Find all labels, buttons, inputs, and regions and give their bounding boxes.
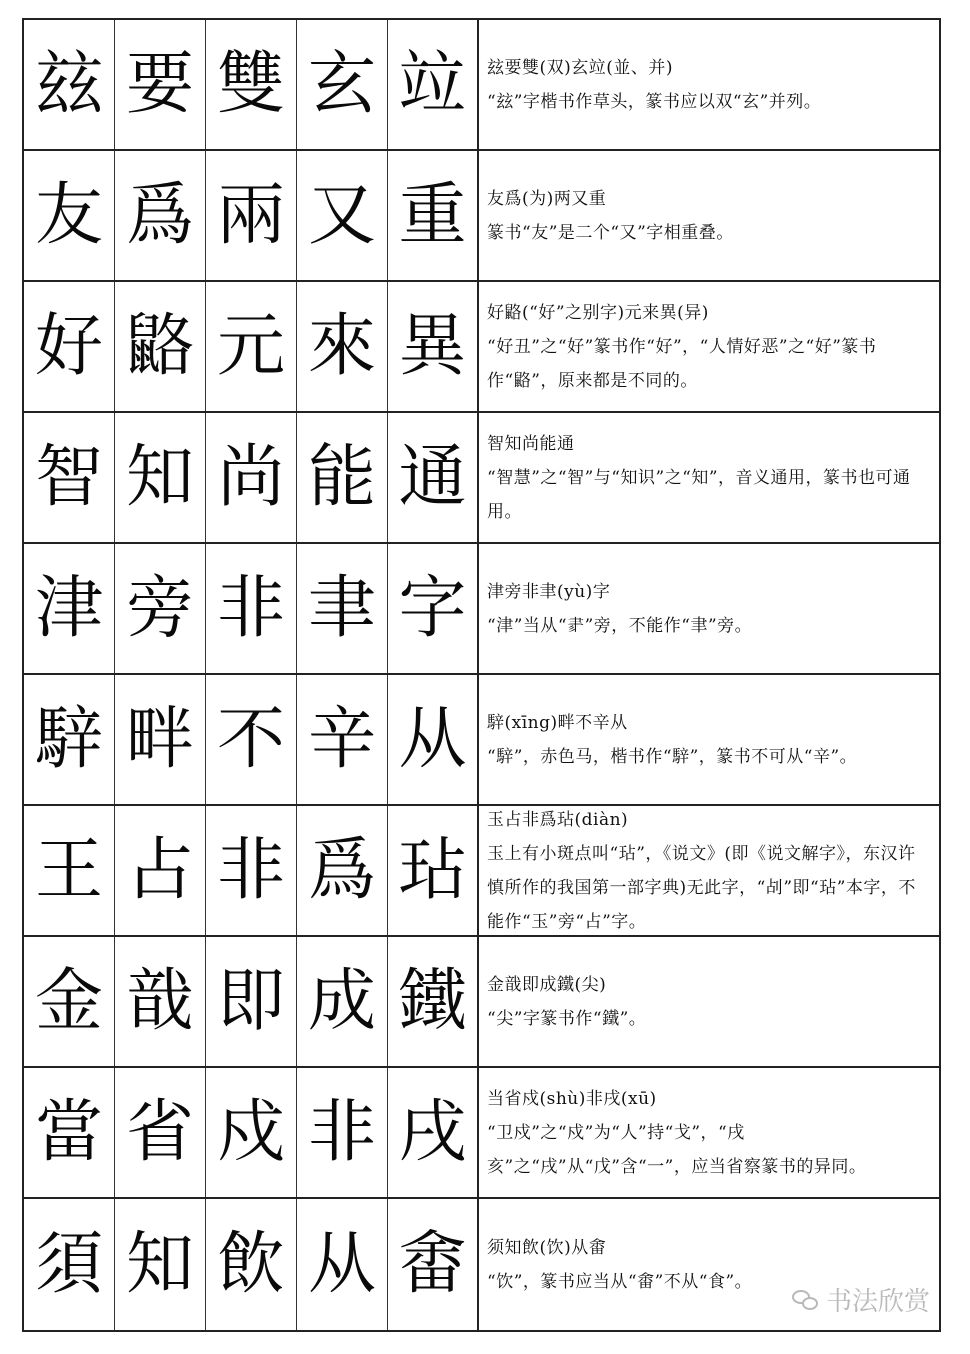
seal-glyph: 知 bbox=[115, 1199, 206, 1330]
row-title: 好䶅(“好”之别字)元来異(异) bbox=[487, 302, 709, 323]
seal-glyph: 玆 bbox=[24, 20, 115, 149]
row-explanation: “卫戍”之“戍”为“人”持“戈”，“戌亥”之“戌”从“戊”含“一”，应当省察篆书的异同。 bbox=[487, 1122, 867, 1177]
watermark-text: 书法欣赏 bbox=[825, 1287, 930, 1317]
seal-glyph: 通 bbox=[388, 413, 479, 542]
wechat-icon bbox=[792, 1288, 820, 1312]
watermark bbox=[788, 1279, 934, 1320]
row-note bbox=[479, 282, 939, 411]
seal-glyph: 占 bbox=[115, 806, 206, 935]
seal-glyph: 兩 bbox=[206, 151, 297, 280]
seal-glyph: 金 bbox=[24, 937, 115, 1066]
seal-glyph: 戠 bbox=[115, 937, 206, 1066]
table-row bbox=[24, 1068, 939, 1199]
seal-glyph: 好 bbox=[24, 282, 115, 411]
row-note bbox=[479, 937, 939, 1066]
table-row bbox=[24, 544, 939, 675]
seal-glyph: 當 bbox=[24, 1068, 115, 1197]
seal-glyph: 戍 bbox=[206, 1068, 297, 1197]
row-note bbox=[479, 413, 939, 542]
row-title: 金戠即成鐵(尖) bbox=[487, 974, 607, 995]
table-row bbox=[24, 413, 939, 544]
seal-glyph: 爲 bbox=[297, 806, 388, 935]
seal-glyph: 飲 bbox=[206, 1199, 297, 1330]
seal-glyph: 䶅 bbox=[115, 282, 206, 411]
seal-glyph: 雙 bbox=[206, 20, 297, 149]
row-title: 玉占非爲玷(diàn) bbox=[487, 809, 629, 830]
seal-glyph: 畬 bbox=[388, 1199, 479, 1330]
seal-glyph: 辛 bbox=[297, 675, 388, 804]
row-title: 友爲(为)两又重 bbox=[487, 188, 607, 209]
seal-glyph: 津 bbox=[24, 544, 115, 673]
seal-glyph: 从 bbox=[297, 1199, 388, 1330]
seal-glyph: 要 bbox=[115, 20, 206, 149]
row-note bbox=[479, 151, 939, 280]
seal-glyph: 不 bbox=[206, 675, 297, 804]
row-explanation: 玉上有小斑点叫“玷”，《说文》(即《说文解字》，东汉许慎所作的我国第一部字典)无此字，“㓠”即“玷”本字，不能作“玉”旁“占”字。 bbox=[487, 843, 916, 932]
row-explanation: “好丑”之“好”篆书作“好”，“人情好恶”之“好”篆书作“䶅”，原来都是不同的。 bbox=[487, 336, 877, 391]
seal-glyph: 非 bbox=[297, 1068, 388, 1197]
row-note bbox=[479, 20, 939, 149]
seal-script-table bbox=[22, 18, 941, 1332]
seal-glyph: 旁 bbox=[115, 544, 206, 673]
seal-glyph: 爲 bbox=[115, 151, 206, 280]
seal-glyph: 友 bbox=[24, 151, 115, 280]
row-note bbox=[479, 544, 939, 673]
row-explanation: “智慧”之“智”与“知识”之“知”，音义通用，篆书也可通用。 bbox=[487, 467, 911, 522]
seal-glyph: 須 bbox=[24, 1199, 115, 1330]
seal-glyph: 重 bbox=[388, 151, 479, 280]
seal-glyph: 非 bbox=[206, 544, 297, 673]
row-title: 当省戍(shù)非戌(xū) bbox=[487, 1088, 657, 1109]
seal-glyph: 字 bbox=[388, 544, 479, 673]
row-explanation: “玆”字楷书作草头，篆书应以双“玄”并列。 bbox=[487, 91, 822, 112]
seal-glyph: 鐵 bbox=[388, 937, 479, 1066]
seal-glyph: 智 bbox=[24, 413, 115, 542]
seal-glyph: 省 bbox=[115, 1068, 206, 1197]
row-note bbox=[479, 1068, 939, 1197]
seal-glyph: 戌 bbox=[388, 1068, 479, 1197]
table-row bbox=[24, 806, 939, 937]
row-title: 智知尚能通 bbox=[487, 433, 575, 454]
seal-glyph: 即 bbox=[206, 937, 297, 1066]
seal-glyph: 非 bbox=[206, 806, 297, 935]
table-row bbox=[24, 151, 939, 282]
row-title: 玆要雙(双)玄竝(並、并) bbox=[487, 57, 674, 78]
seal-glyph: 元 bbox=[206, 282, 297, 411]
row-note bbox=[479, 675, 939, 804]
table-row bbox=[24, 675, 939, 806]
row-explanation: “津”当从“𦘔”旁，不能作“聿”旁。 bbox=[487, 615, 753, 636]
seal-glyph: 玷 bbox=[388, 806, 479, 935]
row-explanation: “饮”，篆书应当从“畬”不从“食”。 bbox=[487, 1271, 753, 1292]
seal-glyph: 能 bbox=[297, 413, 388, 542]
seal-glyph: 又 bbox=[297, 151, 388, 280]
table-row bbox=[24, 282, 939, 413]
seal-glyph: 王 bbox=[24, 806, 115, 935]
seal-glyph: 騂 bbox=[24, 675, 115, 804]
row-title: 津旁非聿(yù)字 bbox=[487, 581, 611, 602]
seal-glyph: 來 bbox=[297, 282, 388, 411]
table-row bbox=[24, 20, 939, 151]
seal-glyph: 畔 bbox=[115, 675, 206, 804]
row-explanation: 篆书“友”是二个“又”字相重叠。 bbox=[487, 222, 734, 243]
seal-glyph: 成 bbox=[297, 937, 388, 1066]
row-title: 騂(xīng)畔不辛从 bbox=[487, 712, 628, 733]
seal-glyph: 从 bbox=[388, 675, 479, 804]
row-note bbox=[479, 806, 939, 935]
seal-glyph: 竝 bbox=[388, 20, 479, 149]
seal-glyph: 聿 bbox=[297, 544, 388, 673]
seal-glyph: 知 bbox=[115, 413, 206, 542]
seal-glyph: 玄 bbox=[297, 20, 388, 149]
table-row bbox=[24, 937, 939, 1068]
row-explanation: “尖”字篆书作“鐵”。 bbox=[487, 1008, 647, 1029]
seal-glyph: 尚 bbox=[206, 413, 297, 542]
seal-glyph: 異 bbox=[388, 282, 479, 411]
row-title: 须知飲(饮)从畬 bbox=[487, 1237, 607, 1258]
row-explanation: “騂”，赤色马，楷书作“騂”，篆书不可从“辛”。 bbox=[487, 746, 858, 767]
